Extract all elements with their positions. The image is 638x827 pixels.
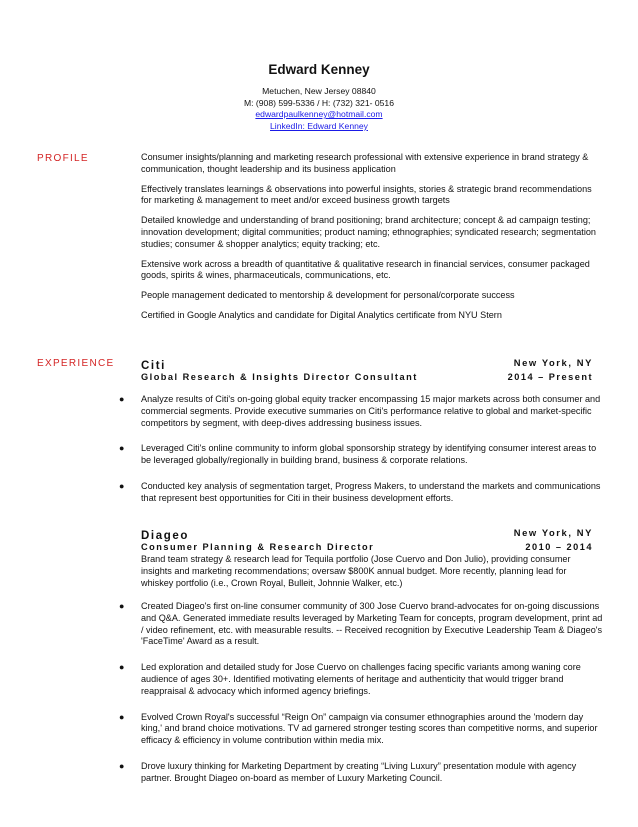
profile-section	[141, 152, 601, 330]
email-link[interactable]: edwardpaulkenney@hotmail.com	[255, 109, 383, 120]
list-item: ● Analyze results of Citi's on-going global equity tracker encompassing 15 major markets across both consumer and commercial segments. Provide executive summaries on Citi's performance relative to global and market-specific competitors by segment, with deep-dives addressing business issues.	[119, 394, 601, 428]
list-item: ● Evolved Crown Royal's successful “Reign On” campaign via consumer ethnographies around the 'modern day king,' and brand choice motivations. TV ad garnered stronger testing scores than competitive norms, and superior efficacy & efficiency in volume contribution within media mix.	[119, 711, 598, 746]
list-item: ● Led exploration and detailed study for Jose Cuervo on challenges facing specific variants among waning core audience of ages 30+. Identified motivating elements of heritage and authenticity that would trigger brand reappraisal & advocacy which informed agency briefings.	[119, 662, 581, 696]
job-location: New York, NY	[513, 357, 593, 368]
job-dates: 2010 – 2014	[525, 542, 593, 552]
company-name: Diageo	[141, 530, 189, 542]
job-title-row	[141, 542, 593, 552]
linkedin-link[interactable]: LinkedIn: Edward Kenney	[270, 120, 368, 131]
bullet-icon: ●	[119, 480, 125, 491]
profile-paragraph: People management dedicated to mentorship & development for personal/corporate success	[141, 290, 515, 301]
bullet-icon: ●	[119, 760, 125, 771]
job-summary: Brand team strategy & research lead for Tequila portfolio (Jose Cuervo and Don Julio), providing consumer insights and marketing recommendations; oversaw $800K annual budget. More recently, planning lead for whiskey portfolio (i.e., Crown Royal, Bulleit, Johnnie Walker, etc.)	[141, 554, 571, 588]
profile-paragraph: Extensive work across a breadth of quantitative & qualitative research in financial services, consumer packaged goods, spirits & wines, pharmaceuticals, communications, etc.	[141, 258, 590, 281]
bullet-icon: ●	[119, 601, 125, 611]
job-location: New York, NY	[513, 527, 593, 538]
resume-header	[0, 62, 638, 132]
profile-paragraph: Consumer insights/planning and marketing research professional with extensive experience in brand strategy & communication, thought leadership and its business application	[141, 152, 589, 174]
bullet-icon: ●	[119, 662, 125, 673]
company-name: Citi	[141, 360, 166, 372]
list-item: ● Created Diageo's first on-line consumer community of 300 Jose Cuervo brand-advocates for on-going discussions and Q&A. Generated immediate results leveraged by Marketing Team for concepts, program development, print ad / video refinement, etc. with measurable results. -- Received recognition by Executive Leadership Team & Diageo's 'FaceTime' Award as a result.	[119, 601, 603, 647]
profile-paragraph: Certified in Google Analytics and candidate for Digital Analytics certificate from NYU Stern	[141, 309, 502, 320]
job-title: Consumer Planning & Research Director	[141, 542, 375, 552]
bullet-icon: ●	[119, 443, 125, 454]
profile-section-label: PROFILE	[37, 153, 89, 164]
bullet-icon: ●	[119, 394, 125, 404]
profile-paragraph: Effectively translates learnings & observations into powerful insights, stories & strategic brand recommendations for marketing & management to meet and/or exceed business growth targets	[141, 183, 592, 206]
job-title-row	[141, 372, 593, 382]
address: Metuchen, New Jersey 08840	[262, 86, 376, 96]
list-item: ● Leveraged Citi's online community to inform global sponsorship strategy by identifying consumer interest areas to be leveraged globally/regionally in building brand, business & corporate relations.	[119, 443, 597, 466]
phone-numbers: M: (908) 599-5336 / H: (732) 321- 0516	[243, 97, 394, 108]
job-dates: 2014 – Present	[507, 372, 593, 382]
bullet-icon: ●	[119, 711, 125, 722]
job-title: Global Research & Insights Director Consultant	[141, 372, 418, 382]
profile-paragraph: Detailed knowledge and understanding of brand positioning; brand architecture; concept & ad campaign testing; innovation development; digital communities; product naming; ethnographies; syndicated research; segmentation studies; consumer & shopper analytics; equity tracking; etc.	[141, 215, 596, 249]
list-item: ● Conducted key analysis of segmentation target, Progress Makers, to understand the markets and communications that represent best opportunities for Citi in their business development efforts.	[119, 480, 601, 503]
list-item: ● Drove luxury thinking for Marketing Department by creating “Living Luxury” presentation module with agency partner. Brought Diageo on-board as member of Luxury Marketing Council.	[119, 760, 577, 783]
job-bullet-list	[119, 601, 603, 799]
job-bullet-list	[119, 394, 603, 519]
candidate-name: Edward Kenney	[268, 62, 370, 77]
experience-section-label: EXPERIENCE	[37, 358, 115, 369]
